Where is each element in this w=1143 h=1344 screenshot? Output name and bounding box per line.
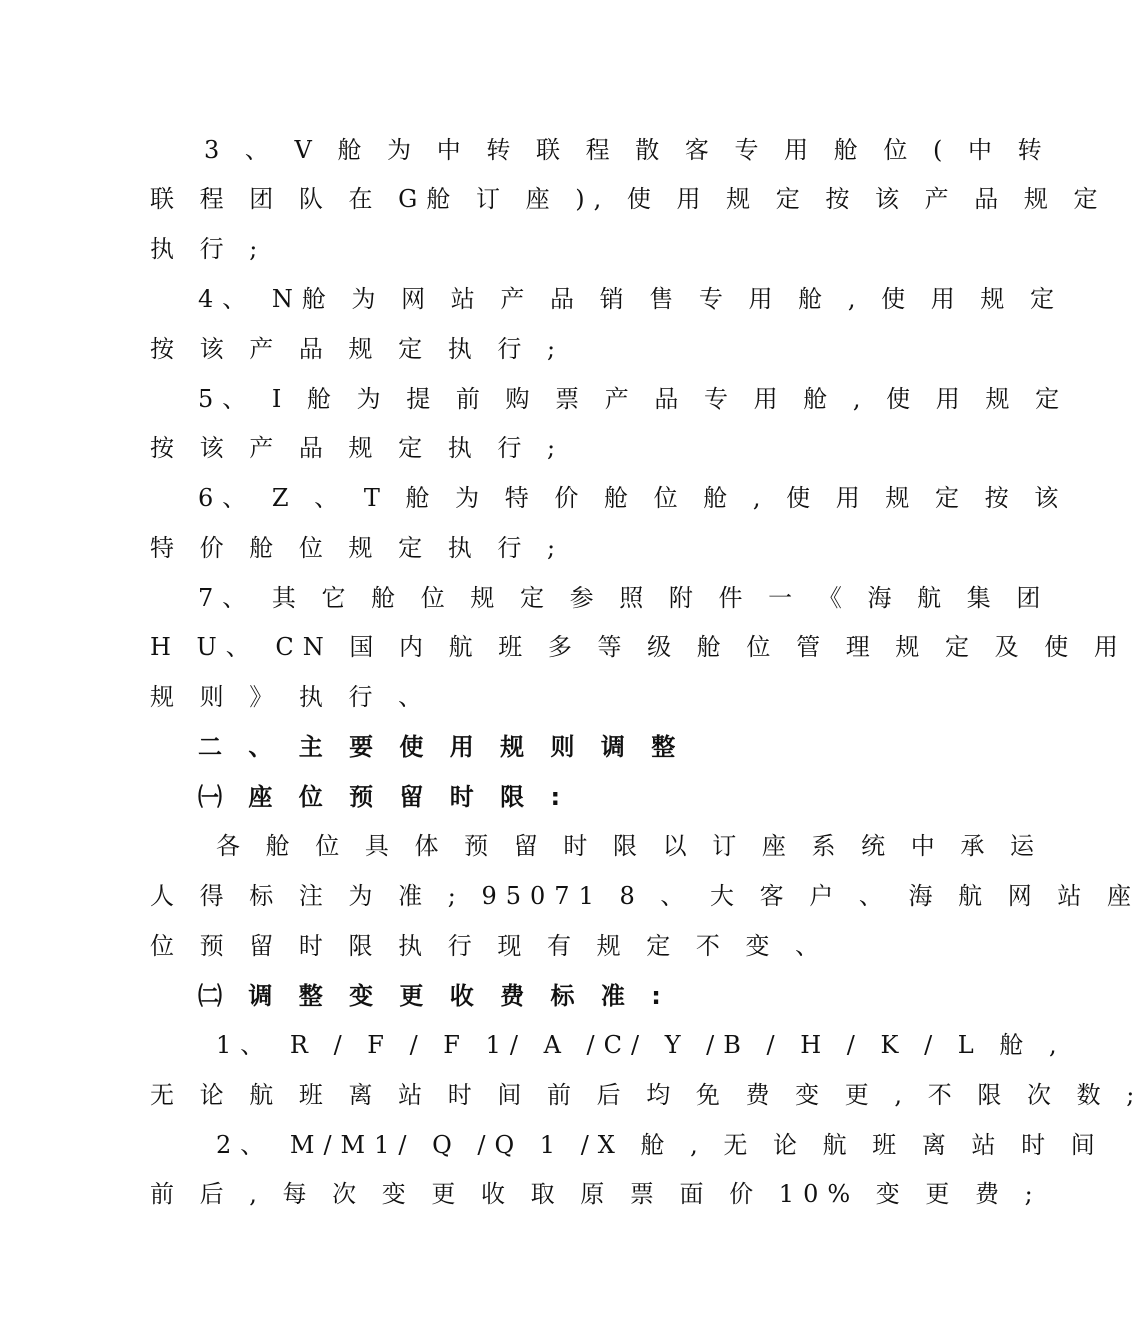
section-two-title: 二 、 主 要 使 用 规 则 调 整 <box>198 733 685 761</box>
rule1-line2: 无 论 航 班 离 站 时 间 前 后 均 免 费 变 更 , 不 限 次 数 ; <box>150 1081 1143 1109</box>
subsection-two-title: ㈡ 调 整 变 更 收 费 标 准 : <box>198 982 670 1010</box>
subsection-one-title: ㈠ 座 位 预 留 时 限 : <box>198 783 570 811</box>
item4-line2: 按 该 产 品 规 定 执 行 ; <box>150 335 565 363</box>
subsection-one-line3: 位 预 留 时 限 执 行 现 有 规 定 不 变 、 <box>150 932 829 960</box>
item7-line2: H U、 CN 国 内 航 班 多 等 级 舱 位 管 理 规 定 及 使 用 <box>150 633 1127 661</box>
item3-line2: 联 程 团 队 在 G舱 订 座 ), 使 用 规 定 按 该 产 品 规 定 <box>150 185 1107 213</box>
item5-line1: 5、 I 舱 为 提 前 购 票 产 品 专 用 舱 , 使 用 规 定 <box>198 385 1069 413</box>
subsection-one-line1: 各 舱 位 具 体 预 留 时 限 以 订 座 系 统 中 承 运 <box>216 832 1044 860</box>
item7-line3: 规 则 》 执 行 、 <box>150 683 432 711</box>
item6-line2: 特 价 舱 位 规 定 执 行 ; <box>150 534 565 562</box>
item3-line1: 3 、 V 舱 为 中 转 联 程 散 客 专 用 舱 位 ( 中 转 <box>204 136 1051 164</box>
rule2-line2: 前 后 , 每 次 变 更 收 取 原 票 面 价 10% 变 更 费 ; <box>150 1180 1042 1208</box>
subsection-one-line2: 人 得 标 注 为 准 ; 95071 8 、 大 客 户 、 海 航 网 站 座 <box>150 882 1141 910</box>
rule1-line1: 1、 R / F / F 1/ A /C/ Y /B / H / K / L 舱 , <box>216 1031 1066 1059</box>
rule2-line1: 2、 M/M1/ Q /Q 1 /X 舱 , 无 论 航 班 离 站 时 间 <box>216 1131 1104 1159</box>
item4-line1: 4、 N舱 为 网 站 产 品 销 售 专 用 舱 , 使 用 规 定 <box>198 285 1063 313</box>
item6-line1: 6、 Z 、 T 舱 为 特 价 舱 位 舱 , 使 用 规 定 按 该 <box>198 484 1068 512</box>
item7-line1: 7、 其 它 舱 位 规 定 参 照 附 件 一 《 海 航 集 团 <box>198 584 1050 612</box>
item5-line2: 按 该 产 品 规 定 执 行 ; <box>150 434 565 462</box>
item3-line3: 执 行 ; <box>150 235 267 263</box>
